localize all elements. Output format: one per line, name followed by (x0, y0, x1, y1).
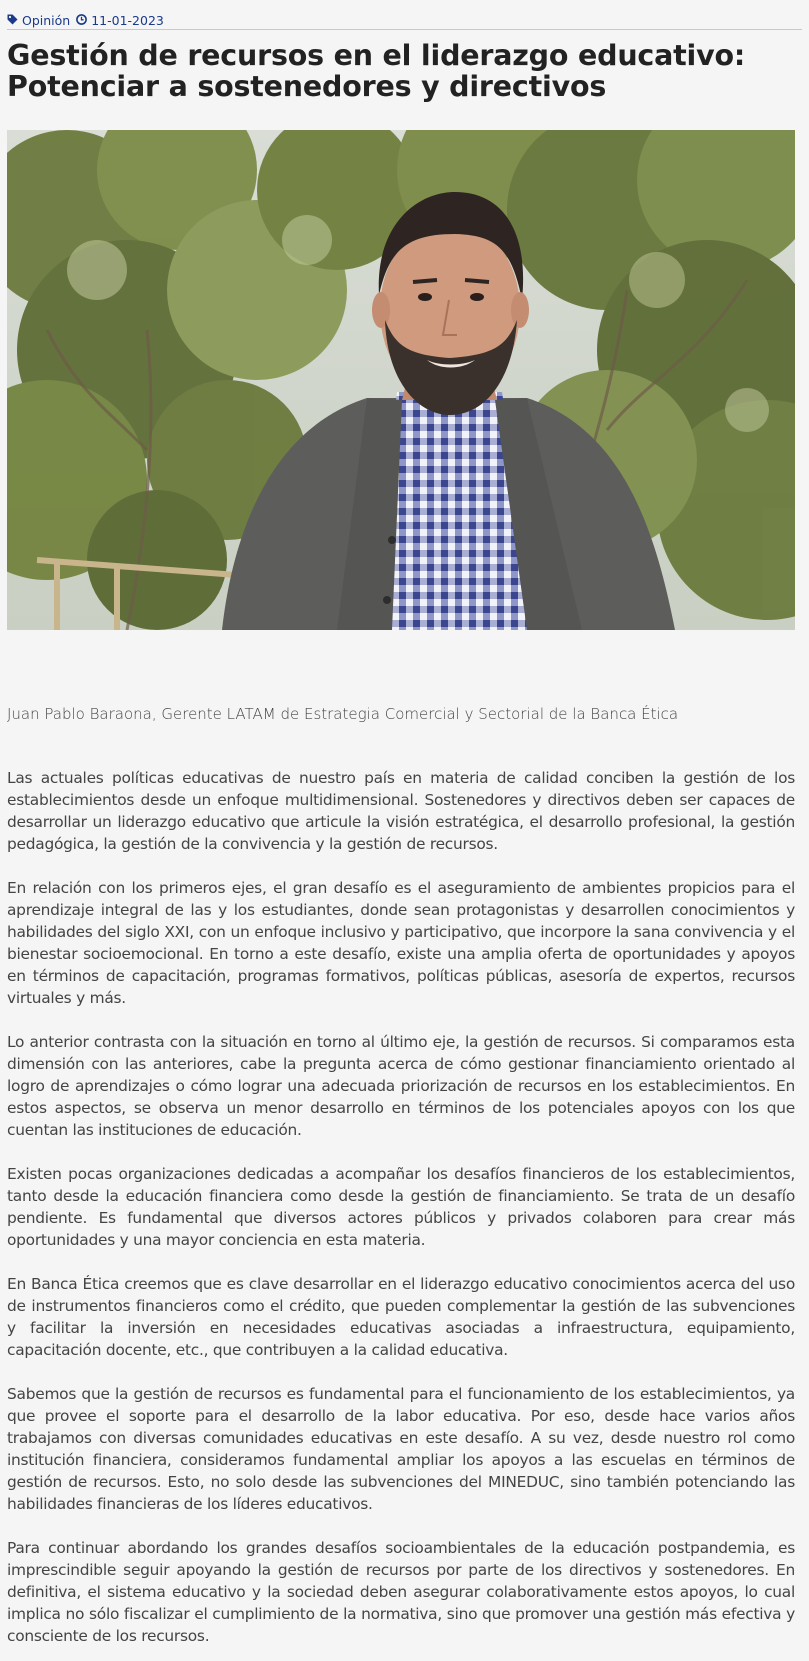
tag-icon (7, 13, 18, 28)
article-body (7, 767, 795, 1647)
article-paragraph: Para continuar abordando los grandes desafíos socioambientales de la educación postpandemia, es imprescindible seguir apoyando la gestión de recursos por parte de los directivos y sostenedores. En definitiva, el sistema educativo y la sociedad deben asegurar colaborativamente estos apoyos, lo cual implica no sólo fiscalizar el cumplimiento de la normativa, sino que promover una gestión más efectiva y consciente de los recursos. (7, 1539, 795, 1645)
article-photo (7, 130, 795, 630)
article (7, 0, 802, 1647)
article-paragraph: Las actuales políticas educativas de nuestro país en materia de calidad conciben la gestión de los establecimientos desde un enfoque multidimensional. Sostenedores y directivos deben ser capaces de desarrollar un liderazgo educativo que articule la visión estratégica, el desarrollo profesional, la gestión pedagógica, la gestión de la convivencia y la gestión de recursos. (7, 769, 795, 853)
publish-date: 11-01-2023 (91, 12, 164, 28)
article-meta (7, 0, 802, 30)
article-paragraph: En Banca Ética creemos que es clave desarrollar en el liderazgo educativo conocimientos acerca del uso de instrumentos financieros como el crédito, que pueden complementar la gestión de las subvenciones y facilitar la inversión en necesidades educativas asociadas a infraestructura, equipamiento, capacitación docente, etc., que contribuyen a la calidad educativa. (7, 1275, 795, 1359)
article-paragraph: Lo anterior contrasta con la situación en torno al último eje, la gestión de recursos. Si comparamos esta dimensión con las anteriores, cabe la pregunta acerca de cómo gestionar financiamiento orientado al logro de aprendizajes o cómo lograr una adecuada priorización de recursos en los establecimientos. En estos aspectos, se observa un menor desarrollo en términos de los potenciales apoyos con los que cuentan las instituciones de educación. (7, 1033, 795, 1139)
article-paragraph: En relación con los primeros ejes, el gran desafío es el aseguramiento de ambientes propicios para el aprendizaje integral de las y los estudiantes, donde sean protagonistas y desarrollen conocimientos y habilidades del siglo XXI, con un enfoque inclusivo y participativo, que incorpore la sana convivencia y el bienestar socioemocional. En torno a este desafío, existe una amplia oferta de oportunidades y apoyos en términos de capacitación, programas formativos, políticas públicas, asesoría de expertos, recursos virtuales y más. (7, 879, 795, 1007)
article-byline: Juan Pablo Baraona, Gerente LATAM de Estrategia Comercial y Sectorial de la Banca Ética (7, 705, 679, 723)
category-link[interactable]: Opinión (22, 12, 71, 28)
article-paragraph: Sabemos que la gestión de recursos es fundamental para el funcionamiento de los establecimientos, ya que provee el soporte para el desarrollo de la labor educativa. Por eso, desde hace varios años trabajamos con diversas comunidades educativas en este desafío. A su vez, desde nuestro rol como institución financiera, consideramos fundamental ampliar los apoyos a las escuelas en términos de gestión de recursos. Esto, no solo desde las subvenciones del MINEDUC, sino también potenciando las habilidades financieras de los líderes educativos. (7, 1385, 795, 1513)
article-paragraph: Existen pocas organizaciones dedicadas a acompañar los desafíos financieros de los establecimientos, tanto desde la educación financiera como desde la gestión de financiamiento. Se trata de un desafío pendiente. Es fundamental que diversos actores públicos y privados colaboren para crear más oportunidades y una mayor conciencia en esta materia. (7, 1165, 795, 1249)
clock-icon (76, 13, 87, 28)
article-title: Gestión de recursos en el liderazgo educativo: Potenciar a sostenedores y directivos (7, 39, 746, 103)
